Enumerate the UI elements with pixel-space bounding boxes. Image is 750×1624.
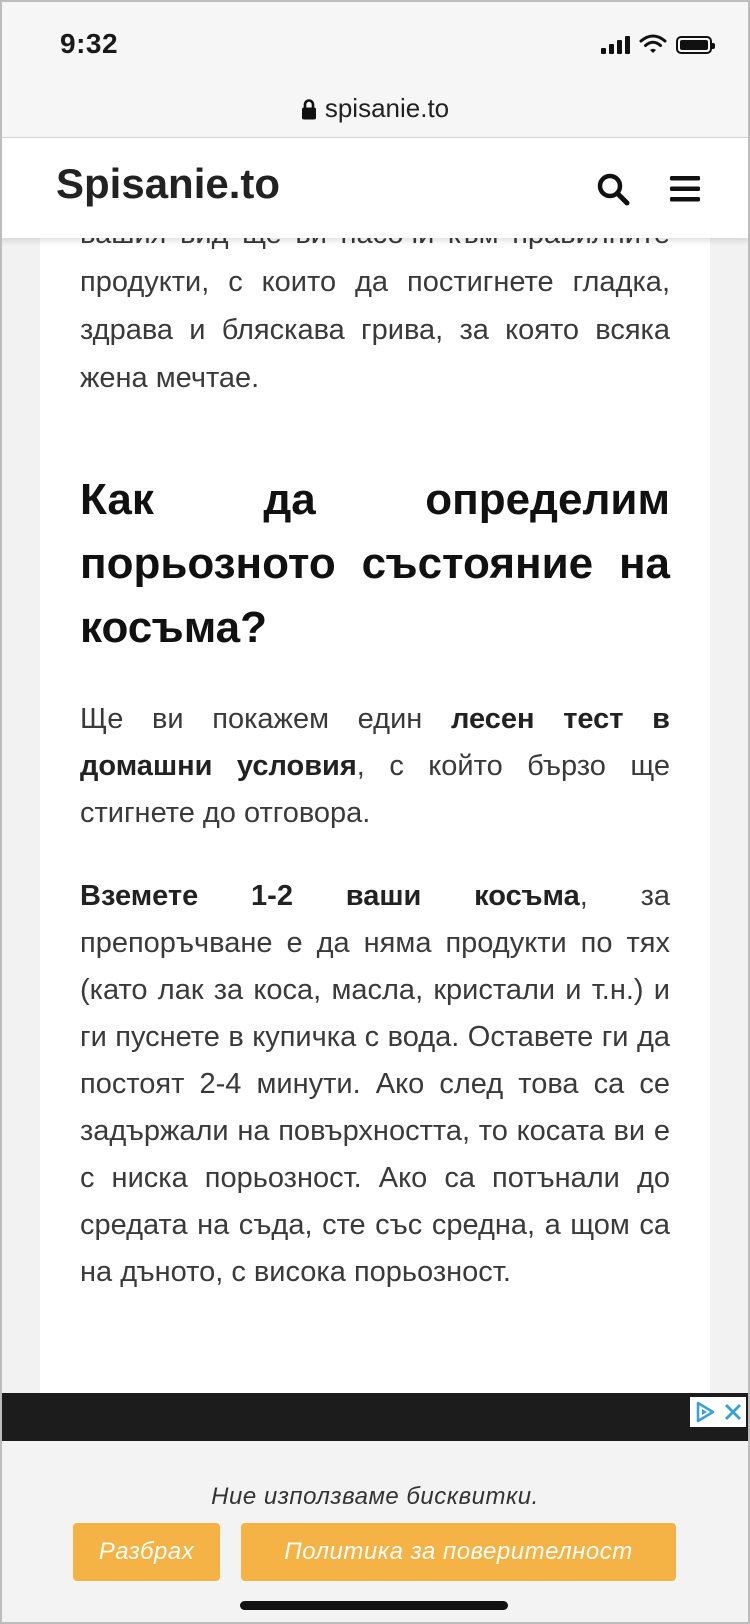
status-bar	[0, 0, 750, 80]
signal-icon	[601, 36, 630, 54]
site-header	[0, 138, 750, 238]
ad-choices-badge[interactable]	[690, 1397, 746, 1427]
privacy-policy-button[interactable]: Политика за поверителност	[241, 1523, 676, 1581]
paragraph-test-intro	[80, 696, 670, 837]
p2-text: , за препоръчване е да няма продукти по тях (като лак за коса, масла, кристали и т.н.) и ги пуснете в купичка с вода. Оставете ги да постоят 2-4 минути. Ако след това са се задържали на повърхността, то косата ви е с ниска порьозност. Ако са потънали до средата на съда, сте със средна, а щом са на дъното, с висока порьозност.	[80, 880, 670, 1288]
url-text[interactable]: spisanie.to	[324, 93, 450, 123]
ad-choices-icon[interactable]	[695, 1401, 715, 1423]
paragraph-test-steps	[80, 873, 670, 1296]
cookie-message: Ние използваме бисквитки.	[211, 1483, 539, 1510]
cookie-accept-button[interactable]: Разбрах	[73, 1523, 220, 1581]
p2-bold-text: Вземете 1-2 ваши косъма	[80, 880, 580, 912]
home-indicator[interactable]	[240, 1601, 508, 1610]
address-bar[interactable]	[0, 80, 750, 138]
p1-text-end: , с който бързо ще стигнете до отговора.	[80, 750, 670, 829]
status-time: 9:32	[60, 28, 119, 59]
battery-icon	[676, 36, 712, 54]
search-icon[interactable]	[596, 172, 630, 206]
status-icons	[601, 34, 712, 54]
lock-icon	[301, 98, 317, 120]
article-body	[80, 238, 670, 1296]
ad-banner[interactable]	[0, 1393, 750, 1441]
p1-text-start: Ще ви покажем един	[80, 703, 451, 735]
site-logo[interactable]: Spisanie.to	[56, 160, 281, 207]
lead-paragraph	[80, 210, 670, 402]
wifi-icon	[640, 34, 666, 54]
p1-bold-text: лесен тест в домашни условия	[80, 703, 671, 782]
lead-text: продукти, с които да постигнете гладка, здрава и бляскава грива, за която всяка жена мечтае.	[80, 266, 670, 394]
article-heading: Как да определим порьозното състояние на косъма?	[80, 475, 670, 652]
menu-icon[interactable]	[668, 174, 702, 204]
cookie-banner	[0, 1441, 750, 1624]
ad-close-icon[interactable]	[724, 1403, 742, 1421]
article-content	[40, 238, 710, 1393]
